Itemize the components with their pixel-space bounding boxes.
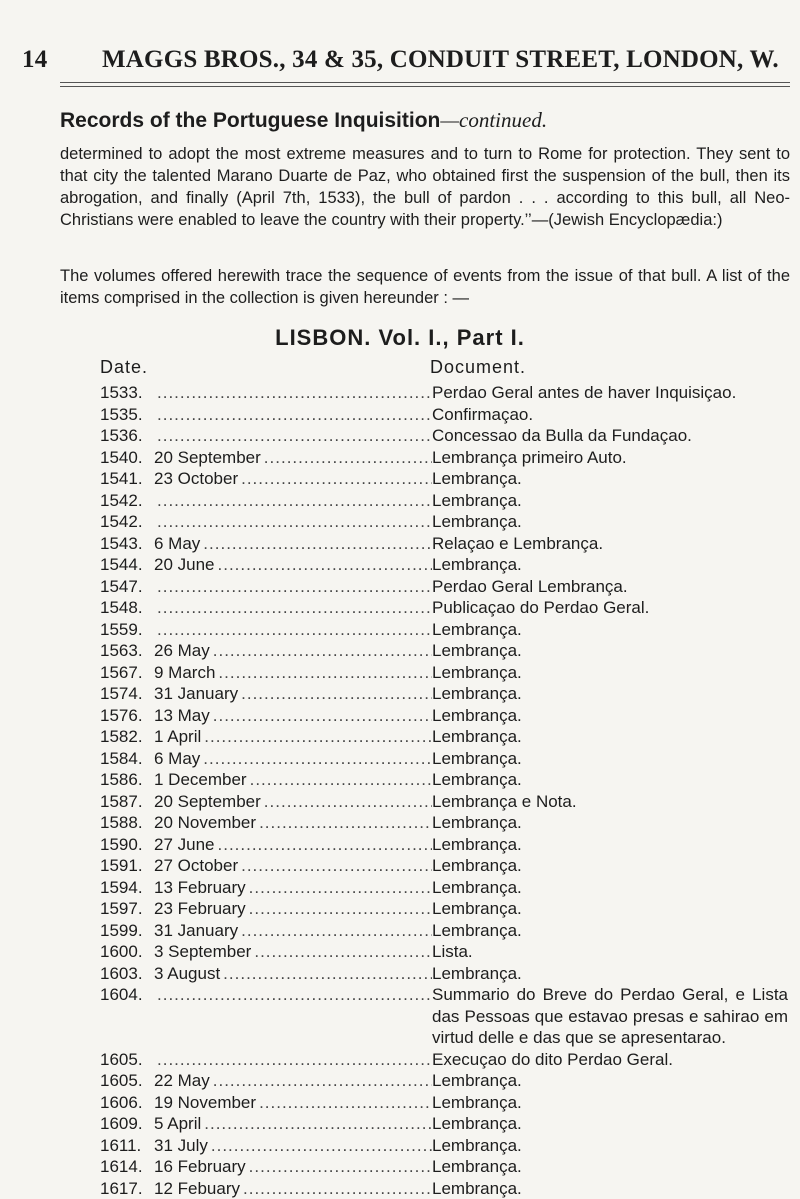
item-document: Confirmaçao. xyxy=(432,404,788,426)
item-date-text: 1 April xyxy=(150,726,204,748)
item-year: 1587. xyxy=(100,791,150,813)
item-date-text: 23 February xyxy=(150,898,249,920)
list-item xyxy=(100,597,790,619)
dot-leader xyxy=(241,683,432,705)
item-date-text xyxy=(150,490,157,512)
item-date-text: 27 June xyxy=(150,834,218,856)
item-year: 1611. xyxy=(100,1135,150,1157)
list-item xyxy=(100,898,790,920)
item-date-text: 20 June xyxy=(150,554,218,576)
list-item xyxy=(100,1092,790,1114)
item-date-text: 31 January xyxy=(150,920,241,942)
dot-leader xyxy=(157,984,432,1049)
item-date xyxy=(150,554,432,576)
item-date xyxy=(150,1070,432,1092)
item-document: Lembrança. xyxy=(432,769,788,791)
item-date xyxy=(150,1049,432,1071)
list-item xyxy=(100,705,790,727)
intro-paragraph: The volumes offered herewith trace the sequence of events from the issue of that bull. A list of the items comprised in the collection is given hereunder : — xyxy=(60,265,790,309)
item-date xyxy=(150,748,432,770)
item-date xyxy=(150,705,432,727)
item-date xyxy=(150,447,432,469)
item-year: 1535. xyxy=(100,404,150,426)
item-document: Lembrança. xyxy=(432,1092,788,1114)
item-year: 1567. xyxy=(100,662,150,684)
item-year: 1603. xyxy=(100,963,150,985)
dot-leader xyxy=(264,791,432,813)
item-date xyxy=(150,640,432,662)
dot-leader xyxy=(211,1135,432,1157)
item-document: Lembrança. xyxy=(432,1178,788,1199)
list-item xyxy=(100,511,790,533)
dot-leader xyxy=(157,1049,432,1071)
item-year: 1559. xyxy=(100,619,150,641)
dot-leader xyxy=(204,726,432,748)
list-item xyxy=(100,748,790,770)
list-item xyxy=(100,984,790,1049)
dot-leader xyxy=(241,920,432,942)
item-year: 1582. xyxy=(100,726,150,748)
dot-leader xyxy=(223,963,432,985)
item-date-text: 20 November xyxy=(150,812,259,834)
item-document: Lembrança. xyxy=(432,1156,788,1178)
item-year: 1540. xyxy=(100,447,150,469)
item-year: 1543. xyxy=(100,533,150,555)
list-item xyxy=(100,1070,790,1092)
item-document: Lembrança. xyxy=(432,490,788,512)
list-item xyxy=(100,640,790,662)
item-date-text: 3 August xyxy=(150,963,223,985)
item-document: Publicaçao do Perdao Geral. xyxy=(432,597,788,619)
item-year: 1586. xyxy=(100,769,150,791)
item-date-text: 20 September xyxy=(150,791,264,813)
list-item xyxy=(100,576,790,598)
item-document: Lembrança. xyxy=(432,554,788,576)
item-year: 1542. xyxy=(100,511,150,533)
item-document: Lembrança. xyxy=(432,898,788,920)
list-item xyxy=(100,726,790,748)
item-date xyxy=(150,382,432,404)
item-date xyxy=(150,1092,432,1114)
item-date-text: 13 February xyxy=(150,877,249,899)
item-document: Lembrança. xyxy=(432,920,788,942)
list-item xyxy=(100,554,790,576)
dot-leader xyxy=(250,769,432,791)
item-date-text: 6 May xyxy=(150,748,203,770)
item-document: Lembrança. xyxy=(432,619,788,641)
dot-leader xyxy=(157,619,432,641)
dot-leader xyxy=(254,941,432,963)
item-date-text: 9 March xyxy=(150,662,218,684)
item-document: Lembrança. xyxy=(432,640,788,662)
list-item xyxy=(100,769,790,791)
item-document: Lembrança. xyxy=(432,705,788,727)
list-item xyxy=(100,920,790,942)
item-date xyxy=(150,963,432,985)
item-document: Lembrança. xyxy=(432,468,788,490)
dot-leader xyxy=(213,705,432,727)
item-year: 1584. xyxy=(100,748,150,770)
dot-leader xyxy=(264,447,432,469)
list-item xyxy=(100,382,790,404)
item-document: Lembrança. xyxy=(432,1135,788,1157)
item-document: Lembrança. xyxy=(432,1113,788,1135)
list-item xyxy=(100,877,790,899)
item-date-text: 13 May xyxy=(150,705,213,727)
item-year: 1591. xyxy=(100,855,150,877)
item-date-text: 27 October xyxy=(150,855,241,877)
item-year: 1547. xyxy=(100,576,150,598)
item-date-text xyxy=(150,425,157,447)
list-item xyxy=(100,1135,790,1157)
item-date-text: 22 May xyxy=(150,1070,213,1092)
dot-leader xyxy=(241,855,432,877)
item-document: Concessao da Bulla da Fundaçao. xyxy=(432,425,788,447)
item-date xyxy=(150,834,432,856)
page-number: 14 xyxy=(22,46,102,74)
dot-leader xyxy=(157,576,432,598)
item-date-text xyxy=(150,619,157,641)
item-year: 1600. xyxy=(100,941,150,963)
list-item xyxy=(100,1178,790,1199)
page-header xyxy=(22,46,792,74)
list-item xyxy=(100,662,790,684)
item-date xyxy=(150,898,432,920)
list-item xyxy=(100,1113,790,1135)
item-date-text: 1 December xyxy=(150,769,250,791)
list-item xyxy=(100,533,790,555)
item-year: 1599. xyxy=(100,920,150,942)
item-year: 1605. xyxy=(100,1070,150,1092)
item-date xyxy=(150,683,432,705)
dot-leader xyxy=(241,468,432,490)
item-document: Lembrança. xyxy=(432,683,788,705)
item-date xyxy=(150,920,432,942)
item-date xyxy=(150,662,432,684)
item-year: 1536. xyxy=(100,425,150,447)
item-date-text: 31 July xyxy=(150,1135,211,1157)
item-year: 1597. xyxy=(100,898,150,920)
item-year: 1588. xyxy=(100,812,150,834)
item-date xyxy=(150,619,432,641)
item-document: Lembrança. xyxy=(432,662,788,684)
item-document: Lembrança. xyxy=(432,812,788,834)
item-document: Lembrança. xyxy=(432,511,788,533)
item-date-text xyxy=(150,404,157,426)
dot-leader xyxy=(218,554,433,576)
item-date-text: 31 January xyxy=(150,683,241,705)
list-item xyxy=(100,404,790,426)
item-date xyxy=(150,597,432,619)
item-date xyxy=(150,726,432,748)
header-rule xyxy=(60,82,790,83)
item-date xyxy=(150,468,432,490)
header-rule xyxy=(60,86,790,87)
item-document: Perdao Geral antes de haver Inquisiçao. xyxy=(432,382,788,404)
item-date xyxy=(150,1156,432,1178)
dot-leader xyxy=(249,898,432,920)
item-year: 1604. xyxy=(100,984,150,1049)
item-document: Lembrança. xyxy=(432,855,788,877)
dot-leader xyxy=(157,511,432,533)
list-item xyxy=(100,855,790,877)
dot-leader xyxy=(259,812,432,834)
list-item xyxy=(100,425,790,447)
item-document: Lembrança. xyxy=(432,963,788,985)
section-heading: LISBON. Vol. I., Part I. xyxy=(0,325,800,351)
dot-leader xyxy=(243,1178,432,1199)
dot-leader xyxy=(218,834,433,856)
item-document: Lembrança. xyxy=(432,726,788,748)
item-document: Relaçao e Lembrança. xyxy=(432,533,788,555)
item-date-text xyxy=(150,382,157,404)
item-date xyxy=(150,404,432,426)
item-year: 1533. xyxy=(100,382,150,404)
item-document: Lembrança. xyxy=(432,748,788,770)
item-year: 1617. xyxy=(100,1178,150,1199)
list-item xyxy=(100,1049,790,1071)
item-document: Lembrança. xyxy=(432,834,788,856)
item-date xyxy=(150,511,432,533)
item-date xyxy=(150,533,432,555)
list-item xyxy=(100,812,790,834)
item-year: 1605. xyxy=(100,1049,150,1071)
dot-leader xyxy=(203,533,432,555)
item-date-text: 6 May xyxy=(150,533,203,555)
dot-leader xyxy=(157,425,432,447)
item-date-text: 5 April xyxy=(150,1113,204,1135)
item-date-text: 19 November xyxy=(150,1092,259,1114)
dot-leader xyxy=(157,404,432,426)
item-date xyxy=(150,877,432,899)
item-date xyxy=(150,490,432,512)
dot-leader xyxy=(213,1070,432,1092)
item-date-text: 20 September xyxy=(150,447,264,469)
item-date-text: 23 October xyxy=(150,468,241,490)
article-title-suffix: —continued. xyxy=(440,108,547,132)
item-date-text xyxy=(150,511,157,533)
item-year: 1606. xyxy=(100,1092,150,1114)
list-item xyxy=(100,490,790,512)
list-item xyxy=(100,468,790,490)
item-date xyxy=(150,1113,432,1135)
dot-leader xyxy=(249,1156,432,1178)
dot-leader xyxy=(218,662,432,684)
item-year: 1544. xyxy=(100,554,150,576)
article-title-main: Records of the Portuguese Inquisition xyxy=(60,109,440,132)
item-date xyxy=(150,941,432,963)
item-document: Lembrança e Nota. xyxy=(432,791,788,813)
dot-leader xyxy=(157,490,432,512)
dot-leader xyxy=(213,640,432,662)
item-date xyxy=(150,769,432,791)
item-date-text xyxy=(150,576,157,598)
item-date xyxy=(150,791,432,813)
item-year: 1542. xyxy=(100,490,150,512)
document-column-header: Document. xyxy=(430,357,526,378)
item-year: 1574. xyxy=(100,683,150,705)
item-list xyxy=(100,382,790,1199)
dot-leader xyxy=(249,877,432,899)
list-item xyxy=(100,683,790,705)
item-year: 1594. xyxy=(100,877,150,899)
item-date-text: 26 May xyxy=(150,640,213,662)
dot-leader xyxy=(204,1113,432,1135)
item-date xyxy=(150,1178,432,1199)
item-date-text: 16 February xyxy=(150,1156,249,1178)
item-year: 1576. xyxy=(100,705,150,727)
list-item xyxy=(100,963,790,985)
list-item xyxy=(100,834,790,856)
list-item xyxy=(100,941,790,963)
article-title xyxy=(60,108,547,133)
item-document: Lembrança. xyxy=(432,1070,788,1092)
item-year: 1590. xyxy=(100,834,150,856)
item-date xyxy=(150,1135,432,1157)
item-date xyxy=(150,855,432,877)
item-date-text xyxy=(150,597,157,619)
item-document: Lembrança. xyxy=(432,877,788,899)
item-date xyxy=(150,984,432,1049)
item-year: 1563. xyxy=(100,640,150,662)
dot-leader xyxy=(259,1092,432,1114)
item-date xyxy=(150,812,432,834)
list-item xyxy=(100,619,790,641)
list-item xyxy=(100,447,790,469)
item-year: 1609. xyxy=(100,1113,150,1135)
item-document: Lista. xyxy=(432,941,788,963)
list-item xyxy=(100,1156,790,1178)
item-date-text: 3 September xyxy=(150,941,254,963)
item-document: Lembrança primeiro Auto. xyxy=(432,447,788,469)
item-document: Summario do Breve do Perdao Geral, e Lista das Pessoas que estavao presas e sahirao em virtud delle e das que se apresentarao. xyxy=(432,984,788,1049)
publisher-address: MAGGS BROS., 34 & 35, CONDUIT STREET, LONDON, W. xyxy=(102,46,779,73)
item-year: 1614. xyxy=(100,1156,150,1178)
item-year: 1548. xyxy=(100,597,150,619)
item-date xyxy=(150,425,432,447)
item-date-text: 12 Febuary xyxy=(150,1178,243,1199)
item-date-text xyxy=(150,984,157,1049)
intro-paragraph: determined to adopt the most extreme measures and to turn to Rome for protection. They sent to that city the talented Marano Duarte de Paz, who obtained first the suspension of the bull, then its abrogation, and finally (April 7th, 1533), the bull of pardon . . . according to this bull, all Neo-Christians were enabled to leave the country with their property.’’—(Jewish Encyclopædia:) xyxy=(60,143,790,231)
item-date xyxy=(150,576,432,598)
item-year: 1541. xyxy=(100,468,150,490)
dot-leader xyxy=(157,382,432,404)
item-document: Perdao Geral Lembrança. xyxy=(432,576,788,598)
list-item xyxy=(100,791,790,813)
date-column-header: Date. xyxy=(100,357,148,378)
item-date-text xyxy=(150,1049,157,1071)
item-document: Execuçao do dito Perdao Geral. xyxy=(432,1049,788,1071)
dot-leader xyxy=(203,748,432,770)
dot-leader xyxy=(157,597,432,619)
